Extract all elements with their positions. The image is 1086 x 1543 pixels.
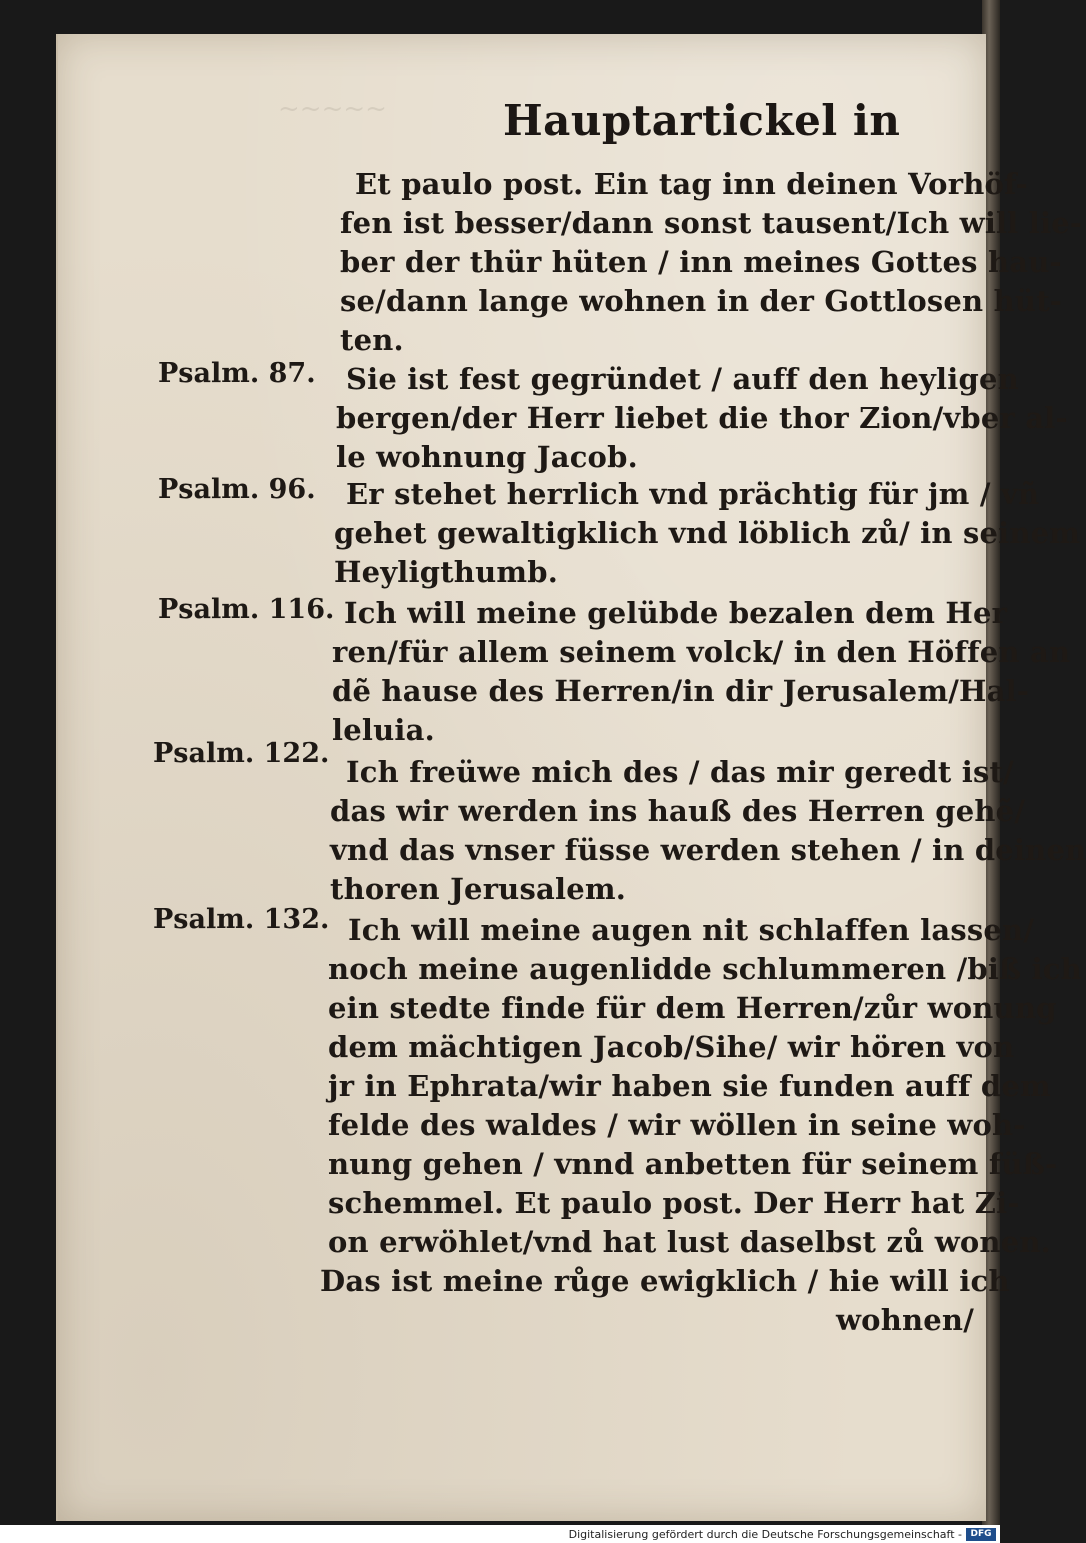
- text-line: on erwöhlet/vnd hat lust daselbst zů wonen.: [328, 1225, 1051, 1259]
- funding-credit: Digitalisierung gefördert durch die Deutsche Forschungsgemeinschaft -: [568, 1528, 962, 1541]
- book-page: [56, 34, 1086, 1521]
- text-line: Er stehet herrlich vnd prächtig für jm / vñ: [346, 477, 1040, 511]
- text-line: Ich will meine gelübde bezalen dem Her: [344, 596, 1008, 630]
- text-line: bergen/der Herr liebet die thor Zion/vber al-: [336, 401, 1068, 435]
- text-line: das wir werden ins hauß des Herren gehẽ/: [330, 794, 1026, 828]
- text-line: Ich freüwe mich des / das mir geredt ist/: [346, 755, 1014, 789]
- text-line: ber der thür hüten / inn meines Gottes hau-: [340, 245, 1062, 279]
- psalm-reference: Psalm. 122.: [153, 738, 330, 769]
- text-line: le wohnung Jacob.: [336, 440, 638, 474]
- text-line: gehet gewaltigklich vnd löblich zů/ in seinem: [334, 516, 1081, 550]
- text-line: Das ist meine růge ewigklich / hie will ich: [320, 1264, 1010, 1298]
- psalm-reference: Psalm. 96.: [158, 474, 316, 505]
- text-line: se/dann lange wohnen in der Gottlosen hüt-: [340, 284, 1063, 318]
- text-line: thoren Jerusalem.: [330, 872, 627, 906]
- text-line: Et paulo post. Ein tag inn deinen Vorhöf-: [355, 167, 1028, 201]
- text-line: Sie ist fest gegründet / auff den heyligen: [346, 362, 1019, 396]
- text-line: nung gehen / vnnd anbetten für seinem füß-: [328, 1147, 1058, 1181]
- text-line: ein stedte finde für dem Herren/zůr wonung: [328, 991, 1057, 1025]
- text-line: fen ist besser/dann sonst tausent/Ich will lie-: [340, 206, 1083, 240]
- text-line: dẽ hause des Herren/in dir Jerusalem/Hal-: [332, 674, 1030, 708]
- bleed-through: ~~~~~: [278, 94, 387, 124]
- text-line: ten.: [340, 323, 404, 357]
- text-line: Ich will meine augen nit schlaffen lassen/: [348, 913, 1035, 947]
- text-line: schemmel. Et paulo post. Der Herr hat Zi-: [328, 1186, 1020, 1220]
- catchword: wohnen/: [836, 1303, 975, 1337]
- text-line: noch meine augenlidde schlummeren /biß ich: [328, 952, 1082, 986]
- text-line: felde des waldes / wir wöllen in seine woh-: [328, 1108, 1026, 1142]
- text-line: vnd das vnser füsse werden stehen / in deinen: [330, 833, 1086, 867]
- psalm-reference: Psalm. 87.: [158, 358, 316, 389]
- text-line: leluia.: [332, 713, 435, 747]
- page-heading: Hauptartickel in: [503, 96, 901, 145]
- dfg-logo: DFG: [966, 1528, 996, 1541]
- footer-bar: [0, 1525, 1000, 1543]
- psalm-reference: Psalm. 132.: [153, 904, 330, 935]
- text-line: jr in Ephrata/wir haben sie funden auff dem: [328, 1069, 1051, 1103]
- text-line: Heyligthumb.: [334, 555, 559, 589]
- text-line: dem mächtigen Jacob/Sihe/ wir hören von: [328, 1030, 1015, 1064]
- text-line: ren/für allem seinem volck/ in den Höffen an: [332, 635, 1071, 669]
- psalm-reference: Psalm. 116.: [158, 594, 335, 625]
